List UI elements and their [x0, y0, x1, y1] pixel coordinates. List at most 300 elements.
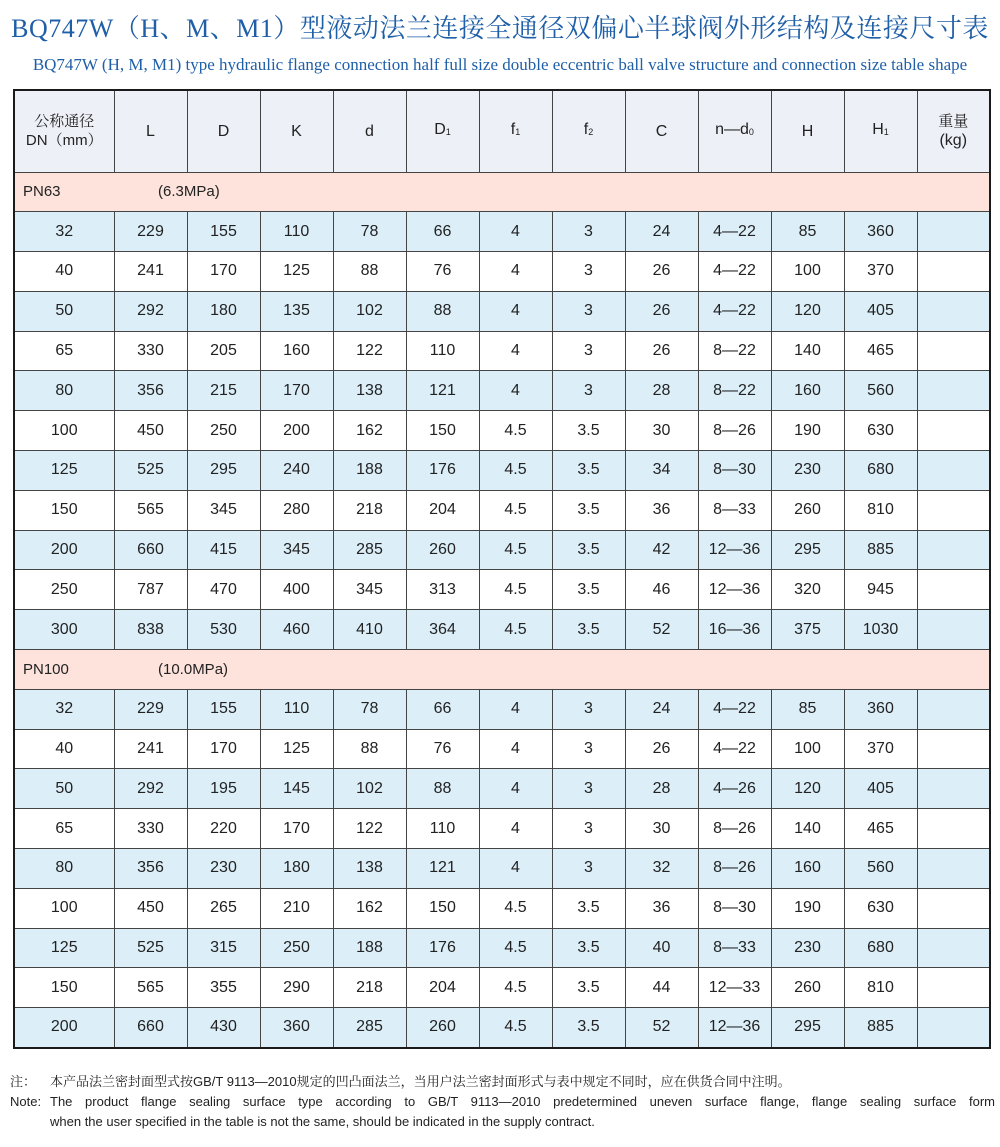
table-row — [14, 371, 990, 411]
table-cell: 190 — [771, 411, 844, 451]
table-cell: 330 — [114, 809, 187, 849]
table-cell: 65 — [14, 331, 114, 371]
table-cell: 250 — [14, 570, 114, 610]
table-cell: 220 — [187, 809, 260, 849]
table-cell: 176 — [406, 451, 479, 491]
table-cell: 260 — [771, 968, 844, 1008]
table-cell: 260 — [771, 490, 844, 530]
table-cell: 4.5 — [479, 411, 552, 451]
table-cell: 102 — [333, 291, 406, 331]
table-cell: 140 — [771, 331, 844, 371]
section-pressure: (10.0MPa) — [158, 660, 229, 678]
table-cell: 204 — [406, 490, 479, 530]
table-cell — [917, 729, 990, 769]
table-cell — [917, 291, 990, 331]
table-cell: 3.5 — [552, 928, 625, 968]
table-cell: 125 — [260, 729, 333, 769]
table-cell: 122 — [333, 331, 406, 371]
table-cell: 241 — [114, 252, 187, 292]
table-cell: 375 — [771, 610, 844, 650]
section-cell — [14, 172, 990, 212]
table-cell: 26 — [625, 331, 698, 371]
table-cell — [917, 1008, 990, 1048]
table-cell — [917, 968, 990, 1008]
table-cell: 525 — [114, 928, 187, 968]
table-cell: 36 — [625, 888, 698, 928]
header-D1-sub: 1 — [445, 127, 451, 138]
header-nd0 — [698, 90, 771, 172]
table-cell: 787 — [114, 570, 187, 610]
table-cell: 30 — [625, 411, 698, 451]
table-cell: 250 — [187, 411, 260, 451]
table-cell: 295 — [187, 451, 260, 491]
table-cell: 260 — [406, 1008, 479, 1048]
table-cell: 88 — [333, 252, 406, 292]
table-cell: 295 — [771, 1008, 844, 1048]
table-row — [14, 212, 990, 252]
table-cell: 12—36 — [698, 530, 771, 570]
table-cell: 3 — [552, 291, 625, 331]
table-cell: 150 — [406, 411, 479, 451]
table-cell: 460 — [260, 610, 333, 650]
table-cell: 8—33 — [698, 490, 771, 530]
note-en — [10, 1092, 995, 1112]
table-cell: 188 — [333, 451, 406, 491]
table-cell: 150 — [14, 490, 114, 530]
table-cell: 12—33 — [698, 968, 771, 1008]
table-cell: 16—36 — [698, 610, 771, 650]
table-row — [14, 928, 990, 968]
table-cell: 125 — [14, 928, 114, 968]
table-cell: 4 — [479, 212, 552, 252]
table-cell: 680 — [844, 451, 917, 491]
table-cell: 170 — [187, 252, 260, 292]
header-H1-sub: 1 — [883, 127, 889, 138]
table-cell: 170 — [260, 809, 333, 849]
table-row — [14, 1008, 990, 1048]
table-cell: 360 — [844, 212, 917, 252]
table-cell: 945 — [844, 570, 917, 610]
header-C: C — [625, 90, 698, 172]
table-cell — [917, 809, 990, 849]
table-cell: 4.5 — [479, 490, 552, 530]
header-H1-main: H — [872, 121, 884, 139]
table-cell: 4.5 — [479, 570, 552, 610]
table-cell: 230 — [771, 928, 844, 968]
table-cell: 122 — [333, 809, 406, 849]
table-cell: 8—30 — [698, 451, 771, 491]
note-cn — [10, 1072, 995, 1092]
table-cell: 405 — [844, 291, 917, 331]
table-cell: 180 — [260, 849, 333, 889]
table-cell: 3.5 — [552, 490, 625, 530]
table-cell — [917, 371, 990, 411]
table-cell: 8—26 — [698, 849, 771, 889]
table-cell: 4 — [479, 849, 552, 889]
header-L: L — [114, 90, 187, 172]
table-cell: 400 — [260, 570, 333, 610]
table-cell: 110 — [260, 212, 333, 252]
header-f2-sub: 2 — [588, 127, 594, 138]
table-cell: 195 — [187, 769, 260, 809]
table-cell: 3 — [552, 212, 625, 252]
table-cell: 4 — [479, 769, 552, 809]
table-cell: 364 — [406, 610, 479, 650]
table-cell: 4—22 — [698, 291, 771, 331]
table-cell: 355 — [187, 968, 260, 1008]
table-cell: 110 — [406, 331, 479, 371]
table-cell: 465 — [844, 331, 917, 371]
table-cell — [917, 411, 990, 451]
table-cell: 125 — [14, 451, 114, 491]
table-cell: 4.5 — [479, 530, 552, 570]
table-cell: 4.5 — [479, 888, 552, 928]
table-cell: 80 — [14, 849, 114, 889]
table-cell: 810 — [844, 968, 917, 1008]
table-cell: 46 — [625, 570, 698, 610]
table-cell: 50 — [14, 291, 114, 331]
table-cell: 135 — [260, 291, 333, 331]
header-D: D — [187, 90, 260, 172]
table-cell: 370 — [844, 729, 917, 769]
table-cell: 885 — [844, 530, 917, 570]
table-cell: 200 — [14, 1008, 114, 1048]
page-title: BQ747W（H、M、M1）型液动法兰连接全通径双偏心半球阀外形结构及连接尺寸表 — [11, 14, 989, 43]
section-pressure: (6.3MPa) — [158, 183, 220, 201]
table-cell: 8—22 — [698, 331, 771, 371]
table-cell: 32 — [14, 689, 114, 729]
table-cell: 66 — [406, 689, 479, 729]
table-cell: 4.5 — [479, 1008, 552, 1048]
table-cell: 88 — [406, 291, 479, 331]
table-row — [14, 610, 990, 650]
table-cell: 155 — [187, 689, 260, 729]
table-cell: 24 — [625, 689, 698, 729]
table-cell: 4 — [479, 371, 552, 411]
table-cell: 3 — [552, 809, 625, 849]
table-cell: 565 — [114, 968, 187, 1008]
table-cell: 250 — [260, 928, 333, 968]
table-row — [14, 689, 990, 729]
table-cell: 80 — [14, 371, 114, 411]
table-cell: 3 — [552, 849, 625, 889]
table-cell — [917, 490, 990, 530]
header-f2 — [552, 90, 625, 172]
table-cell: 285 — [333, 1008, 406, 1048]
table-cell: 290 — [260, 968, 333, 1008]
table-cell: 150 — [406, 888, 479, 928]
table-cell: 218 — [333, 968, 406, 1008]
table-row — [14, 490, 990, 530]
table-cell: 120 — [771, 291, 844, 331]
table-cell: 34 — [625, 451, 698, 491]
table-cell: 50 — [14, 769, 114, 809]
section-row — [14, 172, 990, 212]
table-cell: 52 — [625, 610, 698, 650]
header-D1 — [406, 90, 479, 172]
table-cell: 205 — [187, 331, 260, 371]
table-cell: 680 — [844, 928, 917, 968]
table-cell: 260 — [406, 530, 479, 570]
table-row — [14, 291, 990, 331]
table-cell: 78 — [333, 212, 406, 252]
table-cell: 660 — [114, 1008, 187, 1048]
table-cell: 313 — [406, 570, 479, 610]
table-cell: 3 — [552, 769, 625, 809]
table-cell: 8—33 — [698, 928, 771, 968]
table-row — [14, 729, 990, 769]
table-cell: 8—26 — [698, 809, 771, 849]
table-cell: 162 — [333, 888, 406, 928]
table-cell: 188 — [333, 928, 406, 968]
table-cell: 3 — [552, 371, 625, 411]
table-row — [14, 331, 990, 371]
table-cell: 560 — [844, 371, 917, 411]
table-cell: 450 — [114, 888, 187, 928]
table-cell: 3 — [552, 331, 625, 371]
header-f1-sub: 1 — [515, 127, 521, 138]
table-cell: 345 — [260, 530, 333, 570]
table-cell: 229 — [114, 689, 187, 729]
table-cell: 3.5 — [552, 411, 625, 451]
table-cell — [917, 212, 990, 252]
note-cn-prefix: 注： — [10, 1074, 37, 1089]
table-cell: 315 — [187, 928, 260, 968]
table-cell: 230 — [771, 451, 844, 491]
table-cell: 630 — [844, 411, 917, 451]
table-row — [14, 769, 990, 809]
table-cell: 190 — [771, 888, 844, 928]
table-cell — [917, 888, 990, 928]
header-dn-line2: DN（mm） — [25, 132, 103, 150]
table-cell: 356 — [114, 371, 187, 411]
table-cell: 470 — [187, 570, 260, 610]
header-H: H — [771, 90, 844, 172]
table-cell — [917, 530, 990, 570]
table-cell: 180 — [187, 291, 260, 331]
table-cell: 125 — [260, 252, 333, 292]
table-cell: 885 — [844, 1008, 917, 1048]
table-cell: 8—22 — [698, 371, 771, 411]
table-cell: 3.5 — [552, 451, 625, 491]
table-cell: 838 — [114, 610, 187, 650]
table-cell: 26 — [625, 252, 698, 292]
header-f1-main: f — [510, 121, 516, 139]
table-cell: 110 — [406, 809, 479, 849]
table-cell: 200 — [260, 411, 333, 451]
section-cell — [14, 650, 990, 690]
table-cell — [917, 331, 990, 371]
table-cell: 360 — [260, 1008, 333, 1048]
table-cell: 4 — [479, 291, 552, 331]
table-cell: 76 — [406, 729, 479, 769]
header-H1 — [844, 90, 917, 172]
table-cell — [917, 769, 990, 809]
table-cell: 32 — [14, 212, 114, 252]
header-weight — [917, 90, 990, 172]
section-row — [14, 650, 990, 690]
table-cell: 42 — [625, 530, 698, 570]
table-cell: 565 — [114, 490, 187, 530]
table-cell: 78 — [333, 689, 406, 729]
table-cell: 229 — [114, 212, 187, 252]
table-cell: 66 — [406, 212, 479, 252]
table-header — [14, 90, 990, 172]
table-row — [14, 411, 990, 451]
table-cell: 36 — [625, 490, 698, 530]
table-row — [14, 252, 990, 292]
page-subtitle: BQ747W (H, M, M1) type hydraulic flange connection half full size double eccentric ball valve structure and connection size table shape — [32, 55, 968, 74]
table-cell: 405 — [844, 769, 917, 809]
table-cell: 40 — [625, 928, 698, 968]
table-cell: 100 — [771, 729, 844, 769]
note-cn-text: 本产品法兰密封面型式按GB/T 9113—2010规定的凹凸面法兰，当用户法兰密封面形式与表中规定不同时，应在供货合同中注明。 — [50, 1074, 791, 1089]
table-cell: 3 — [552, 252, 625, 292]
table-cell: 52 — [625, 1008, 698, 1048]
table-cell: 28 — [625, 769, 698, 809]
table-row — [14, 888, 990, 928]
table-cell: 660 — [114, 530, 187, 570]
table-cell: 4.5 — [479, 610, 552, 650]
header-weight-line1: 重量 — [938, 112, 969, 130]
footnotes — [10, 1072, 995, 1132]
table-cell: 3 — [552, 729, 625, 769]
note-en-prefix: Note: — [10, 1094, 42, 1109]
table-cell: 415 — [187, 530, 260, 570]
table-cell: 320 — [771, 570, 844, 610]
table-cell: 12—36 — [698, 570, 771, 610]
table-cell: 560 — [844, 849, 917, 889]
table-cell: 3 — [552, 689, 625, 729]
table-cell: 410 — [333, 610, 406, 650]
table-cell: 160 — [771, 849, 844, 889]
table-cell — [917, 451, 990, 491]
table-cell: 241 — [114, 729, 187, 769]
table-cell: 12—36 — [698, 1008, 771, 1048]
table-cell: 4—22 — [698, 252, 771, 292]
table-cell: 3.5 — [552, 610, 625, 650]
table-cell: 4—22 — [698, 729, 771, 769]
table-cell: 65 — [14, 809, 114, 849]
section-name: PN100 — [23, 660, 69, 678]
table-cell: 100 — [14, 411, 114, 451]
table-cell: 295 — [771, 530, 844, 570]
table-cell: 4—26 — [698, 769, 771, 809]
table-cell: 76 — [406, 252, 479, 292]
table-cell: 150 — [14, 968, 114, 1008]
table-cell: 176 — [406, 928, 479, 968]
table-cell: 102 — [333, 769, 406, 809]
header-nd0-sub: 0 — [748, 127, 754, 138]
table-cell: 121 — [406, 849, 479, 889]
table-cell: 4.5 — [479, 928, 552, 968]
table-cell: 100 — [14, 888, 114, 928]
header-f2-main: f — [583, 121, 589, 139]
table-cell: 4—22 — [698, 689, 771, 729]
table-cell: 292 — [114, 769, 187, 809]
table-cell: 160 — [771, 371, 844, 411]
table-cell: 360 — [844, 689, 917, 729]
table-cell — [917, 928, 990, 968]
table-row — [14, 570, 990, 610]
header-weight-line2: (kg) — [939, 131, 968, 149]
table-cell: 200 — [14, 530, 114, 570]
table-cell: 218 — [333, 490, 406, 530]
table-cell: 345 — [187, 490, 260, 530]
header-f1 — [479, 90, 552, 172]
table-cell: 285 — [333, 530, 406, 570]
table-cell: 100 — [771, 252, 844, 292]
table-cell: 450 — [114, 411, 187, 451]
table-cell: 4 — [479, 252, 552, 292]
table-cell: 40 — [14, 729, 114, 769]
table-cell: 4 — [479, 689, 552, 729]
table-cell: 138 — [333, 849, 406, 889]
table-cell: 3.5 — [552, 570, 625, 610]
table-cell: 4 — [479, 331, 552, 371]
table-cell: 145 — [260, 769, 333, 809]
table-cell: 24 — [625, 212, 698, 252]
table-cell: 280 — [260, 490, 333, 530]
header-dn — [14, 90, 114, 172]
table-row — [14, 849, 990, 889]
table-cell: 40 — [14, 252, 114, 292]
table-cell: 430 — [187, 1008, 260, 1048]
table-cell: 4 — [479, 729, 552, 769]
table-cell — [917, 689, 990, 729]
table-body — [14, 172, 990, 1048]
table-cell: 525 — [114, 451, 187, 491]
table-cell: 330 — [114, 331, 187, 371]
table-cell: 530 — [187, 610, 260, 650]
table-cell: 3.5 — [552, 530, 625, 570]
table-cell: 204 — [406, 968, 479, 1008]
table-cell: 110 — [260, 689, 333, 729]
table-cell: 170 — [187, 729, 260, 769]
table-cell — [917, 570, 990, 610]
table-cell: 120 — [771, 769, 844, 809]
table-cell: 44 — [625, 968, 698, 1008]
note-en-text-line2: when the user specified in the table is not the same, should be indicated in the supply contract. — [50, 1114, 595, 1129]
table-cell: 810 — [844, 490, 917, 530]
table-cell: 162 — [333, 411, 406, 451]
table-cell: 88 — [333, 729, 406, 769]
table-cell: 230 — [187, 849, 260, 889]
table-cell: 4.5 — [479, 968, 552, 1008]
table-cell: 88 — [406, 769, 479, 809]
table-cell: 85 — [771, 212, 844, 252]
table-row — [14, 451, 990, 491]
table-cell: 121 — [406, 371, 479, 411]
table-cell: 32 — [625, 849, 698, 889]
table-cell: 345 — [333, 570, 406, 610]
header-nd0-main: n—d — [715, 121, 749, 139]
table-cell: 30 — [625, 809, 698, 849]
table-cell: 4—22 — [698, 212, 771, 252]
table-cell — [917, 849, 990, 889]
table-cell — [917, 610, 990, 650]
table-cell: 8—26 — [698, 411, 771, 451]
header-K: K — [260, 90, 333, 172]
table-cell: 210 — [260, 888, 333, 928]
table-cell: 28 — [625, 371, 698, 411]
table-cell: 300 — [14, 610, 114, 650]
header-dn-line1: 公称通径 — [34, 113, 95, 131]
header-D1-main: D — [434, 121, 446, 139]
table-cell: 265 — [187, 888, 260, 928]
table-cell: 26 — [625, 729, 698, 769]
table-cell: 215 — [187, 371, 260, 411]
